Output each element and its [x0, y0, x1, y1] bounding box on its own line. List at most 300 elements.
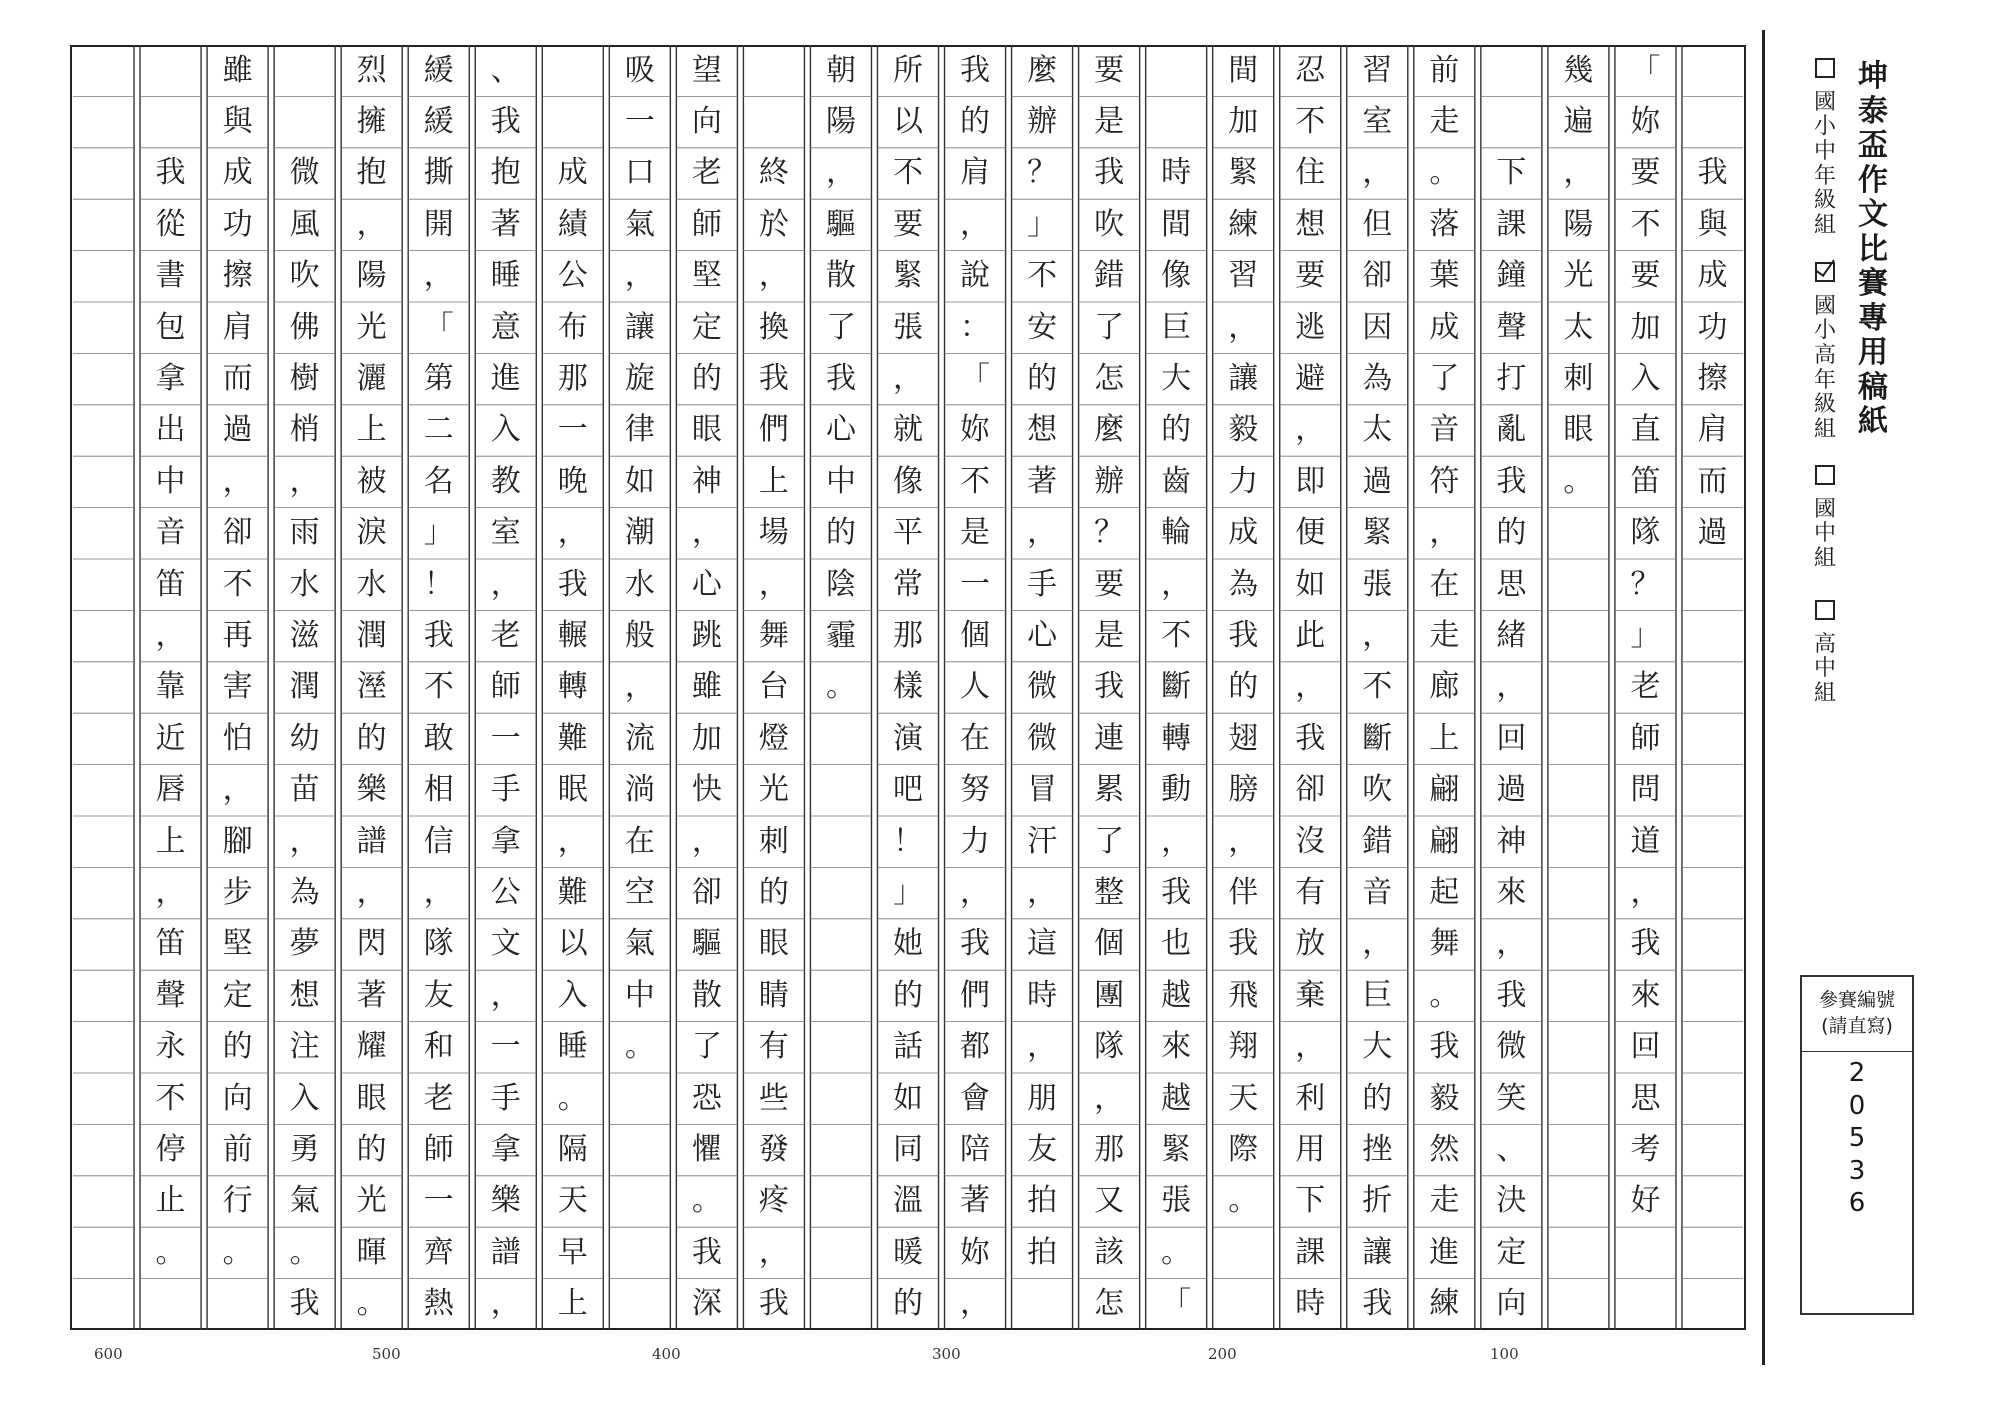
grid-cell: 微: [1027, 669, 1058, 705]
grid-cell: 一: [490, 720, 521, 756]
grid-cell: 拍: [1027, 1234, 1058, 1270]
grid-cell: 刺: [1563, 361, 1594, 397]
grid-cell: 個: [960, 618, 991, 654]
grid-cell: 淚: [356, 515, 387, 551]
grid-cell: 睛: [758, 977, 789, 1013]
grid-cell: 上: [356, 412, 387, 448]
grid-cell: ，: [1563, 155, 1594, 191]
entry-number-note: (請直寫): [1821, 1015, 1893, 1037]
grid-cell: 譜: [490, 1234, 521, 1270]
grid-cell: 常: [893, 566, 923, 602]
grid-cell: 般: [624, 618, 655, 654]
grid-cell: 但: [1362, 206, 1393, 242]
grid-cell: 轉: [1161, 720, 1192, 756]
grid-cell: 和: [423, 1029, 454, 1065]
grid-cell: 葉: [1429, 258, 1460, 294]
grid-cell: 。: [1228, 1183, 1259, 1219]
grid-cell: 緩: [423, 104, 454, 140]
grid-cell: 微: [289, 155, 320, 191]
text-column: [1547, 45, 1609, 1330]
grid-cell: ，: [1027, 1029, 1058, 1065]
grid-cell: 成: [1697, 258, 1728, 294]
grid-cell: 堅: [691, 258, 722, 294]
grid-cell: 散: [825, 258, 856, 294]
grid-cell: 張: [1161, 1183, 1192, 1219]
grid-cell: 深: [691, 1286, 722, 1322]
grid-cell: 便: [1295, 515, 1326, 551]
grid-cell: 加: [1630, 309, 1661, 345]
grid-cell: 過: [222, 412, 253, 448]
grid-cell: 演: [893, 720, 923, 756]
grid-cell: 轉: [557, 669, 588, 705]
grid-cell: 著: [490, 206, 521, 242]
grid-cell: 卻: [1362, 258, 1393, 294]
grid-cell: 公: [490, 875, 521, 911]
grid-cell: 眼: [1563, 412, 1594, 448]
grid-cell: 又: [1094, 1183, 1125, 1219]
text-column: [274, 45, 336, 1330]
grid-cell: 問: [1630, 772, 1661, 808]
grid-cell: 力: [960, 823, 991, 859]
grid-cell: 想: [289, 977, 320, 1013]
grid-cell: 流: [624, 720, 655, 756]
grid-cell: [1480, 45, 1542, 96]
grid-cell: 口: [624, 155, 655, 191]
grid-cell: 錯: [1362, 823, 1393, 859]
grid-cell: 是: [960, 515, 991, 551]
grid-cell: 朋: [1027, 1080, 1058, 1116]
grid-cell: ，: [222, 463, 253, 499]
grid-cell: 翩: [1429, 823, 1460, 859]
grid-cell: ，: [1362, 155, 1393, 191]
grid-cell: 我: [289, 1286, 320, 1322]
grid-cell: 們: [960, 977, 991, 1013]
text-column: [1212, 45, 1274, 1330]
text-column: [810, 45, 872, 1330]
grid-cell: 上: [1429, 720, 1460, 756]
grid-cell: 不: [1027, 258, 1058, 294]
tick-600: 600: [94, 1345, 123, 1363]
grid-cell: 潤: [356, 618, 387, 654]
grid-cell: 會: [960, 1080, 991, 1116]
grid-cell: 肩: [222, 309, 253, 345]
grid-cell: 手: [490, 1080, 521, 1116]
grid-cell: 被: [356, 463, 387, 499]
checkbox-icon[interactable]: [1815, 600, 1835, 620]
grid-cell: 開: [423, 206, 454, 242]
grid-cell: 。: [1563, 463, 1594, 499]
grid-cell: ，: [1362, 926, 1393, 962]
grid-cell: 成: [1429, 309, 1460, 345]
grid-cell: 同: [893, 1132, 923, 1168]
grid-cell: 再: [222, 618, 253, 654]
grid-cell: 道: [1630, 823, 1661, 859]
grid-cell: 手: [1027, 566, 1058, 602]
grid-cell: 翔: [1228, 1029, 1259, 1065]
grid-cell: 光: [1563, 258, 1594, 294]
right-divider: [1762, 30, 1765, 1365]
grid-cell: 妳: [960, 412, 991, 448]
grid-cell: 疼: [758, 1183, 789, 1219]
grid-cell: ，: [1027, 875, 1058, 911]
group-option-lower-elementary[interactable]: [1812, 58, 1838, 238]
grid-cell: 前: [222, 1132, 253, 1168]
grid-cell: 時: [1161, 155, 1192, 191]
grid-cell: 發: [758, 1132, 789, 1168]
grid-cell: 行: [222, 1183, 253, 1219]
grid-cell: 前: [1429, 52, 1460, 88]
grid-cell: 了: [691, 1029, 722, 1065]
grid-cell: 「: [1630, 52, 1661, 88]
grid-cell: 以: [557, 926, 588, 962]
checkbox-icon[interactable]: [1815, 58, 1835, 78]
grid-cell: 灑: [356, 361, 387, 397]
grid-cell: 成: [222, 155, 253, 191]
grid-cell: 從: [155, 206, 186, 242]
contest-title: 坤泰盃作文比賽專用稿紙: [1858, 59, 1888, 439]
grid-cell: ，: [1362, 618, 1393, 654]
grid-cell: 抱: [490, 155, 521, 191]
grid-cell: 人: [960, 669, 991, 705]
grid-cell: 梢: [289, 412, 320, 448]
tick-500: 500: [372, 1345, 401, 1363]
grid-cell: ，: [423, 875, 454, 911]
text-column: [1279, 45, 1341, 1330]
grid-cell: 的: [691, 361, 722, 397]
grid-cell: 名: [423, 463, 454, 499]
grid-cell: 的: [960, 104, 991, 140]
grid-cell: 光: [356, 309, 387, 345]
grid-cell: 氣: [624, 206, 655, 242]
grid-cell: 。: [222, 1234, 253, 1270]
grid-cell: 樂: [490, 1183, 521, 1219]
grid-cell: 決: [1496, 1183, 1527, 1219]
grid-cell: 撕: [423, 155, 454, 191]
grid-cell: 毅: [1429, 1080, 1460, 1116]
grid-cell: 我: [1429, 1029, 1460, 1065]
grid-cell: ，: [624, 258, 655, 294]
grid-cell: 向: [1496, 1286, 1527, 1322]
grid-cell: 加: [691, 720, 722, 756]
grid-cell: 望: [691, 52, 722, 88]
grid-cell: 笛: [155, 566, 186, 602]
grid-cell: 動: [1161, 772, 1192, 808]
tick-200: 200: [1208, 1345, 1237, 1363]
grid-cell: 陽: [1563, 206, 1594, 242]
grid-cell: 跳: [691, 618, 722, 654]
grid-cell: 我: [825, 361, 856, 397]
grid-cell: 連: [1094, 720, 1125, 756]
grid-cell: ，: [1094, 1080, 1125, 1116]
grid-cell: 勇: [289, 1132, 320, 1168]
text-column: [944, 45, 1006, 1330]
group-label: 高中組: [1813, 631, 1836, 706]
group-option-upper-elementary[interactable]: [1812, 262, 1838, 442]
grid-cell: 了: [1094, 823, 1125, 859]
text-column: [1413, 45, 1475, 1330]
grid-cell: 我: [1630, 926, 1661, 962]
grid-cell: 我: [691, 1234, 722, 1270]
grid-cell: 妳: [960, 1234, 991, 1270]
grid-cell: 眠: [557, 772, 588, 808]
grid-cell: 第: [423, 361, 454, 397]
grid-cell: ，: [289, 463, 320, 499]
entry-number-value[interactable]: 20536: [1848, 1058, 1866, 1218]
group-option-senior-high[interactable]: [1812, 600, 1838, 707]
grid-cell: 要: [1094, 52, 1125, 88]
grid-cell: 「: [423, 309, 454, 345]
group-label: 國小高年級組: [1813, 293, 1836, 442]
grid-cell: ：: [960, 309, 991, 345]
grid-cell: 定: [222, 977, 253, 1013]
grid-cell: ，: [557, 823, 588, 859]
grid-cell: ，: [1630, 875, 1661, 911]
grid-cell: 我: [1094, 669, 1125, 705]
grid-cell: 信: [423, 823, 454, 859]
grid-cell: 快: [691, 772, 722, 808]
grid-cell: 起: [1429, 875, 1460, 911]
grid-cell: 然: [1429, 1132, 1460, 1168]
grid-cell: 翩: [1429, 772, 1460, 808]
grid-cell: ，: [1496, 926, 1527, 962]
grid-cell: ，: [1228, 823, 1259, 859]
grid-cell: 沒: [1295, 823, 1326, 859]
grid-cell: 思: [1496, 566, 1527, 602]
grid-cell: 卻: [1295, 772, 1326, 808]
grid-cell: 在: [1429, 566, 1460, 602]
grid-cell: 近: [155, 720, 186, 756]
grid-cell: 張: [893, 309, 923, 345]
grid-cell: 練: [1228, 206, 1259, 242]
grid-cell: ，: [960, 875, 991, 911]
grid-cell: 太: [1563, 309, 1594, 345]
grid-cell: 放: [1295, 926, 1326, 962]
grid-cell: 如: [893, 1080, 923, 1116]
grid-cell: 該: [1094, 1234, 1125, 1270]
grid-cell: 師: [423, 1132, 454, 1168]
grid-cell: 音: [1362, 875, 1393, 911]
grid-cell: 氣: [624, 926, 655, 962]
grid-cell: 、: [1496, 1132, 1527, 1168]
grid-cell: 幾: [1563, 52, 1594, 88]
grid-cell: 挫: [1362, 1132, 1393, 1168]
grid-cell: 幼: [289, 720, 320, 756]
grid-cell: 我: [1496, 463, 1527, 499]
grid-cell: 不: [155, 1080, 186, 1116]
grid-cell: ，: [155, 875, 186, 911]
grid-cell: 過: [1362, 463, 1393, 499]
grid-cell: 我: [423, 618, 454, 654]
grid-cell: 」: [1630, 618, 1661, 654]
grid-cell: [140, 96, 202, 147]
grid-cell: 即: [1295, 463, 1326, 499]
grid-cell: 些: [758, 1080, 789, 1116]
grid-cell: [542, 45, 604, 96]
grid-cell: 律: [624, 412, 655, 448]
grid-cell: 回: [1496, 720, 1527, 756]
grid-cell: 加: [1228, 104, 1259, 140]
grid-cell: 潤: [289, 669, 320, 705]
grid-cell: 師: [1630, 720, 1661, 756]
grid-cell: 來: [1496, 875, 1527, 911]
grid-cell: 因: [1362, 309, 1393, 345]
grid-cell: 老: [1630, 669, 1661, 705]
grid-cell: 。: [691, 1183, 722, 1219]
grid-cell: 注: [289, 1029, 320, 1065]
grid-cell: 笑: [1496, 1080, 1527, 1116]
grid-cell: 她: [893, 926, 923, 962]
grid-cell: 不: [1362, 669, 1393, 705]
grid-cell: [1681, 45, 1743, 96]
grid-cell: 緊: [893, 258, 923, 294]
grid-cell: 陽: [356, 258, 387, 294]
grid-cell: 而: [1697, 463, 1728, 499]
grid-cell: 像: [1161, 258, 1192, 294]
grid-cell: 間: [1228, 52, 1259, 88]
grid-cell: 。: [356, 1286, 387, 1322]
grid-cell: 」: [423, 515, 454, 551]
grid-cell: 。: [1161, 1234, 1192, 1270]
grid-cell: 敢: [423, 720, 454, 756]
grid-cell: 樣: [893, 669, 923, 705]
grid-cell: 舞: [758, 618, 789, 654]
grid-cell: 拍: [1027, 1183, 1058, 1219]
grid-cell: 隊: [1094, 1029, 1125, 1065]
grid-cell: 溫: [893, 1183, 923, 1219]
text-column: [408, 45, 470, 1330]
grid-cell: 團: [1094, 977, 1125, 1013]
grid-cell: 「: [960, 361, 991, 397]
text-column: [1480, 45, 1542, 1330]
grid-cell: 陰: [825, 566, 856, 602]
grid-cell: 。: [289, 1234, 320, 1270]
tick-100: 100: [1490, 1345, 1519, 1363]
entry-number-header: [1802, 977, 1912, 1052]
grid-cell: 難: [557, 720, 588, 756]
grid-cell: ，: [356, 875, 387, 911]
grid-cell: ，: [155, 618, 186, 654]
grid-cell: ，: [624, 669, 655, 705]
grid-cell: ，: [1027, 515, 1058, 551]
group-option-junior-high[interactable]: [1812, 465, 1838, 572]
grid-cell: 水: [624, 566, 655, 602]
grid-cell: 懼: [691, 1132, 722, 1168]
page-count-ticks: [0, 1345, 1760, 1369]
grid-cell: 我: [960, 926, 991, 962]
grid-cell: 我: [758, 361, 789, 397]
grid-cell: 微: [1496, 1029, 1527, 1065]
grid-cell: 」: [893, 875, 923, 911]
grid-cell: ，: [423, 258, 454, 294]
grid-cell: 隊: [423, 926, 454, 962]
grid-cell: 也: [1161, 926, 1192, 962]
grid-cell: [1681, 96, 1743, 147]
grid-cell: 整: [1094, 875, 1125, 911]
grid-cell: ，: [1295, 1029, 1326, 1065]
grid-cell: ，: [691, 823, 722, 859]
grid-cell: 公: [557, 258, 588, 294]
grid-cell: 要: [893, 206, 923, 242]
entry-number-box: [1800, 975, 1914, 1315]
grid-cell: ？: [1630, 566, 1661, 602]
grid-cell: 大: [1161, 361, 1192, 397]
grid-cell: 我: [1496, 977, 1527, 1013]
manuscript-grid: [70, 45, 1746, 1330]
grid-cell: 友: [1027, 1132, 1058, 1168]
grid-cell: 進: [1429, 1234, 1460, 1270]
grid-cell: 微: [1027, 720, 1058, 756]
grid-cell: 過: [1697, 515, 1728, 551]
grid-cell: 來: [1630, 977, 1661, 1013]
checkbox-icon[interactable]: [1815, 465, 1835, 485]
grid-cell: 的: [356, 720, 387, 756]
grid-cell: 舞: [1429, 926, 1460, 962]
grid-cell: 輪: [1161, 515, 1192, 551]
grid-cell: ，: [490, 566, 521, 602]
grid-cell: 中: [825, 463, 856, 499]
grid-cell: 太: [1362, 412, 1393, 448]
grid-cell: 巨: [1161, 309, 1192, 345]
grid-cell: 神: [691, 463, 722, 499]
grid-cell: 我: [1161, 875, 1192, 911]
grid-cell: 讓: [624, 309, 655, 345]
grid-cell: 在: [624, 823, 655, 859]
grid-cell: 課: [1496, 206, 1527, 242]
tick-400: 400: [652, 1345, 681, 1363]
checked-checkbox-icon[interactable]: [1815, 262, 1835, 282]
grid-cell: 肩: [1697, 412, 1728, 448]
grid-cell: 滋: [289, 618, 320, 654]
grid-cell: 那: [893, 618, 923, 654]
grid-cell: 要: [1630, 258, 1661, 294]
group-label: 國小中年級組: [1813, 89, 1836, 238]
grid-cell: ，: [1295, 669, 1326, 705]
grid-cell: ，: [289, 823, 320, 859]
grid-cell: 好: [1630, 1183, 1661, 1219]
grid-cell: 換: [758, 309, 789, 345]
grid-cell: 一: [557, 412, 588, 448]
grid-cell: 下: [1295, 1183, 1326, 1219]
grid-cell: ，: [758, 566, 789, 602]
grid-cell: 樂: [356, 772, 387, 808]
grid-cell: 隊: [1630, 515, 1661, 551]
grid-cell: 定: [1496, 1234, 1527, 1270]
grid-cell: 拿: [490, 1132, 521, 1168]
grid-cell: ，: [490, 1286, 521, 1322]
grid-cell: 唇: [155, 772, 186, 808]
grid-cell: 績: [557, 206, 588, 242]
grid-cell: 了: [1429, 361, 1460, 397]
grid-cell: 吹: [1094, 206, 1125, 242]
grid-cell: 努: [960, 772, 991, 808]
grid-cell: 音: [1429, 412, 1460, 448]
grid-cell: 布: [557, 309, 588, 345]
grid-cell: 是: [1094, 104, 1125, 140]
grid-cell: 向: [691, 104, 722, 140]
grid-cell: 我: [1094, 155, 1125, 191]
grid-cell: 平: [893, 515, 923, 551]
grid-cell: 不: [1161, 618, 1192, 654]
grid-cell: 佛: [289, 309, 320, 345]
grid-cell: 走: [1429, 1183, 1460, 1219]
grid-cell: 教: [490, 463, 521, 499]
grid-cell: 譜: [356, 823, 387, 859]
grid-cell: [1480, 96, 1542, 147]
grid-cell: ！: [893, 823, 923, 859]
grid-cell: 睡: [557, 1029, 588, 1065]
grid-cell: 向: [222, 1080, 253, 1116]
grid-cell: 恐: [691, 1080, 722, 1116]
